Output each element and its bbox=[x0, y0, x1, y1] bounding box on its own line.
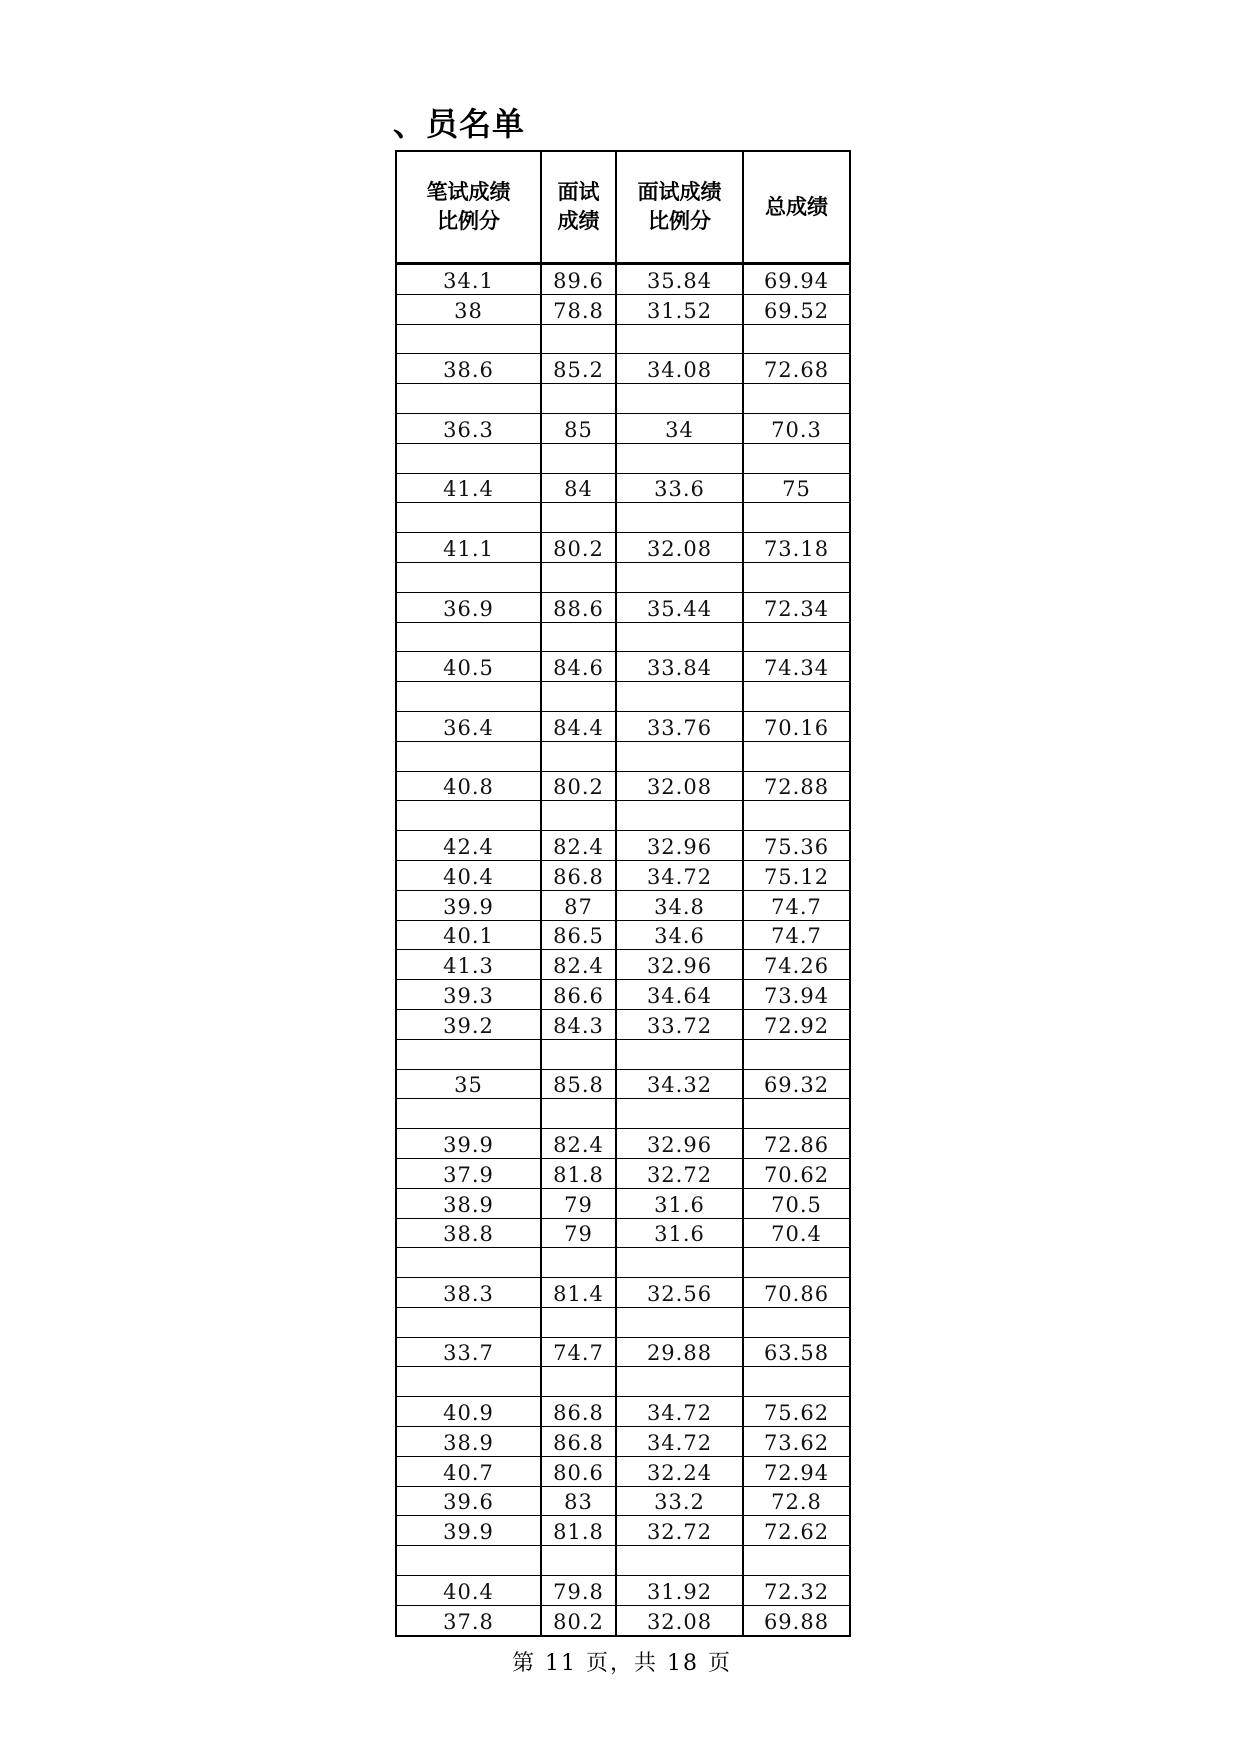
cell-written-score-ratio: 42.4 bbox=[396, 831, 541, 861]
cell-written-score-ratio bbox=[396, 741, 541, 771]
cell-interview-score-ratio: 34.8 bbox=[616, 890, 743, 920]
cell-interview-score-ratio: 34.72 bbox=[616, 1397, 743, 1427]
table-row bbox=[396, 1278, 850, 1308]
cell-interview-score-ratio: 35.44 bbox=[616, 592, 743, 622]
cell-total-score: 75.12 bbox=[743, 860, 850, 890]
cell-interview-score-ratio: 31.6 bbox=[616, 1218, 743, 1248]
table-row bbox=[396, 950, 850, 980]
cell-interview-score bbox=[541, 1367, 616, 1397]
cell-total-score bbox=[743, 384, 850, 414]
table-row bbox=[396, 1009, 850, 1039]
cell-interview-score bbox=[541, 741, 616, 771]
table-row bbox=[396, 1456, 850, 1486]
cell-total-score bbox=[743, 1546, 850, 1576]
cell-interview-score: 84.4 bbox=[541, 711, 616, 741]
cell-written-score-ratio: 40.4 bbox=[396, 1576, 541, 1606]
cell-interview-score-ratio bbox=[616, 1099, 743, 1129]
table-row bbox=[396, 1337, 850, 1367]
table-row bbox=[396, 413, 850, 443]
table-row bbox=[396, 1576, 850, 1606]
page-number-footer: 第 11 页，共 18 页 bbox=[512, 1651, 732, 1676]
cell-interview-score-ratio: 33.72 bbox=[616, 1009, 743, 1039]
cell-interview-score: 87 bbox=[541, 890, 616, 920]
cell-written-score-ratio: 40.1 bbox=[396, 920, 541, 950]
table-row bbox=[396, 652, 850, 682]
cell-total-score: 72.62 bbox=[743, 1516, 850, 1546]
cell-interview-score: 84 bbox=[541, 473, 616, 503]
cell-total-score bbox=[743, 1039, 850, 1069]
cell-interview-score-ratio: 33.84 bbox=[616, 652, 743, 682]
cell-written-score-ratio: 38.9 bbox=[396, 1188, 541, 1218]
cell-interview-score bbox=[541, 1248, 616, 1278]
cell-interview-score: 80.2 bbox=[541, 1605, 616, 1635]
cell-interview-score-ratio bbox=[616, 1367, 743, 1397]
column-header-line: 比例分 bbox=[648, 209, 711, 233]
cell-written-score-ratio: 36.3 bbox=[396, 413, 541, 443]
table-row bbox=[396, 1397, 850, 1427]
cell-interview-score-ratio: 33.2 bbox=[616, 1486, 743, 1516]
cell-total-score bbox=[743, 503, 850, 533]
cell-written-score-ratio: 41.1 bbox=[396, 533, 541, 563]
cell-interview-score: 85.2 bbox=[541, 354, 616, 384]
table-row bbox=[396, 890, 850, 920]
cell-interview-score-ratio bbox=[616, 1039, 743, 1069]
table-row bbox=[396, 1039, 850, 1069]
cell-written-score-ratio: 39.2 bbox=[396, 1009, 541, 1039]
column-header-line: 总成绩 bbox=[765, 194, 828, 219]
cell-written-score-ratio: 39.3 bbox=[396, 980, 541, 1010]
cell-interview-score-ratio: 35.84 bbox=[616, 264, 743, 295]
table-row bbox=[396, 920, 850, 950]
cell-interview-score bbox=[541, 503, 616, 533]
cell-written-score-ratio bbox=[396, 1248, 541, 1278]
column-header-interview-score bbox=[541, 151, 616, 264]
table-row bbox=[396, 741, 850, 771]
column-header-line: 比例分 bbox=[437, 209, 500, 233]
cell-interview-score-ratio: 34.32 bbox=[616, 1069, 743, 1099]
cell-written-score-ratio bbox=[396, 324, 541, 354]
cell-interview-score-ratio bbox=[616, 801, 743, 831]
table-row bbox=[396, 294, 850, 324]
cell-written-score-ratio: 40.5 bbox=[396, 652, 541, 682]
cell-written-score-ratio bbox=[396, 443, 541, 473]
cell-interview-score: 81.8 bbox=[541, 1516, 616, 1546]
table-row bbox=[396, 443, 850, 473]
cell-total-score: 69.94 bbox=[743, 264, 850, 295]
cell-total-score: 70.4 bbox=[743, 1218, 850, 1248]
cell-total-score bbox=[743, 801, 850, 831]
cell-total-score: 70.5 bbox=[743, 1188, 850, 1218]
cell-written-score-ratio bbox=[396, 801, 541, 831]
cell-interview-score-ratio: 32.08 bbox=[616, 1605, 743, 1635]
cell-total-score bbox=[743, 741, 850, 771]
cell-interview-score: 79 bbox=[541, 1188, 616, 1218]
cell-written-score-ratio bbox=[396, 1307, 541, 1337]
cell-written-score-ratio bbox=[396, 1099, 541, 1129]
cell-written-score-ratio: 38.9 bbox=[396, 1427, 541, 1457]
cell-total-score: 72.88 bbox=[743, 771, 850, 801]
cell-total-score: 63.58 bbox=[743, 1337, 850, 1367]
table-row bbox=[396, 533, 850, 563]
cell-written-score-ratio bbox=[396, 1546, 541, 1576]
cell-written-score-ratio: 39.9 bbox=[396, 1516, 541, 1546]
cell-interview-score: 81.8 bbox=[541, 1158, 616, 1188]
cell-interview-score-ratio bbox=[616, 443, 743, 473]
table-row bbox=[396, 354, 850, 384]
cell-interview-score-ratio: 34.6 bbox=[616, 920, 743, 950]
column-header-total-score bbox=[743, 151, 850, 264]
cell-interview-score: 84.6 bbox=[541, 652, 616, 682]
cell-interview-score-ratio bbox=[616, 384, 743, 414]
cell-interview-score: 86.6 bbox=[541, 980, 616, 1010]
cell-total-score: 73.94 bbox=[743, 980, 850, 1010]
cell-written-score-ratio bbox=[396, 562, 541, 592]
cell-interview-score-ratio: 34.72 bbox=[616, 860, 743, 890]
cell-total-score: 74.26 bbox=[743, 950, 850, 980]
table-row bbox=[396, 324, 850, 354]
cell-interview-score: 80.2 bbox=[541, 533, 616, 563]
table-row bbox=[396, 592, 850, 622]
cell-interview-score: 84.3 bbox=[541, 1009, 616, 1039]
cell-interview-score: 86.8 bbox=[541, 860, 616, 890]
cell-interview-score-ratio: 34.72 bbox=[616, 1427, 743, 1457]
cell-total-score bbox=[743, 324, 850, 354]
cell-written-score-ratio: 36.9 bbox=[396, 592, 541, 622]
cell-written-score-ratio: 39.9 bbox=[396, 1129, 541, 1159]
cell-total-score: 72.92 bbox=[743, 1009, 850, 1039]
table-row bbox=[396, 1188, 850, 1218]
cell-interview-score-ratio: 31.6 bbox=[616, 1188, 743, 1218]
cell-interview-score-ratio bbox=[616, 324, 743, 354]
cell-interview-score: 82.4 bbox=[541, 831, 616, 861]
cell-interview-score: 88.6 bbox=[541, 592, 616, 622]
cell-written-score-ratio: 40.9 bbox=[396, 1397, 541, 1427]
table-row bbox=[396, 622, 850, 652]
column-header-interview-score-ratio bbox=[616, 151, 743, 264]
cell-interview-score: 82.4 bbox=[541, 950, 616, 980]
cell-written-score-ratio: 37.9 bbox=[396, 1158, 541, 1188]
cell-interview-score-ratio bbox=[616, 1248, 743, 1278]
cell-interview-score bbox=[541, 1546, 616, 1576]
cell-total-score: 69.32 bbox=[743, 1069, 850, 1099]
cell-interview-score: 80.6 bbox=[541, 1456, 616, 1486]
cell-interview-score-ratio bbox=[616, 682, 743, 712]
cell-interview-score: 89.6 bbox=[541, 264, 616, 295]
cell-total-score: 72.8 bbox=[743, 1486, 850, 1516]
table-row bbox=[396, 860, 850, 890]
cell-total-score: 73.62 bbox=[743, 1427, 850, 1457]
cell-interview-score: 86.8 bbox=[541, 1427, 616, 1457]
cell-interview-score bbox=[541, 443, 616, 473]
table-row bbox=[396, 1427, 850, 1457]
cell-interview-score-ratio: 32.72 bbox=[616, 1516, 743, 1546]
cell-total-score: 70.3 bbox=[743, 413, 850, 443]
cell-total-score: 75.36 bbox=[743, 831, 850, 861]
cell-written-score-ratio: 40.8 bbox=[396, 771, 541, 801]
table-row bbox=[396, 562, 850, 592]
table-body bbox=[396, 264, 850, 1636]
cell-written-score-ratio bbox=[396, 503, 541, 533]
cell-interview-score: 86.5 bbox=[541, 920, 616, 950]
cell-interview-score: 81.4 bbox=[541, 1278, 616, 1308]
cell-total-score: 70.62 bbox=[743, 1158, 850, 1188]
cell-total-score: 70.16 bbox=[743, 711, 850, 741]
cell-written-score-ratio bbox=[396, 384, 541, 414]
cell-total-score: 72.94 bbox=[743, 1456, 850, 1486]
cell-total-score bbox=[743, 562, 850, 592]
cell-written-score-ratio: 39.9 bbox=[396, 890, 541, 920]
score-table bbox=[395, 150, 851, 1637]
page-title: 、员名单 bbox=[393, 105, 526, 143]
cell-written-score-ratio: 38.3 bbox=[396, 1278, 541, 1308]
cell-interview-score-ratio: 33.6 bbox=[616, 473, 743, 503]
table-row bbox=[396, 1486, 850, 1516]
cell-interview-score bbox=[541, 622, 616, 652]
cell-interview-score: 78.8 bbox=[541, 294, 616, 324]
column-header-line: 成绩 bbox=[557, 209, 600, 233]
cell-written-score-ratio: 38 bbox=[396, 294, 541, 324]
cell-total-score: 74.34 bbox=[743, 652, 850, 682]
cell-interview-score-ratio: 33.76 bbox=[616, 711, 743, 741]
cell-interview-score bbox=[541, 1099, 616, 1129]
cell-total-score bbox=[743, 1099, 850, 1129]
cell-written-score-ratio bbox=[396, 682, 541, 712]
cell-written-score-ratio bbox=[396, 622, 541, 652]
column-header-written-score-ratio bbox=[396, 151, 541, 264]
table-row bbox=[396, 1158, 850, 1188]
cell-interview-score-ratio bbox=[616, 562, 743, 592]
cell-interview-score-ratio: 34 bbox=[616, 413, 743, 443]
cell-written-score-ratio: 34.1 bbox=[396, 264, 541, 295]
cell-total-score: 70.86 bbox=[743, 1278, 850, 1308]
cell-total-score: 74.7 bbox=[743, 890, 850, 920]
cell-total-score bbox=[743, 443, 850, 473]
cell-total-score: 74.7 bbox=[743, 920, 850, 950]
cell-total-score bbox=[743, 1307, 850, 1337]
cell-total-score: 72.68 bbox=[743, 354, 850, 384]
cell-written-score-ratio: 35 bbox=[396, 1069, 541, 1099]
cell-total-score bbox=[743, 622, 850, 652]
cell-written-score-ratio: 40.4 bbox=[396, 860, 541, 890]
table-row bbox=[396, 831, 850, 861]
cell-written-score-ratio: 38.8 bbox=[396, 1218, 541, 1248]
cell-interview-score-ratio: 32.96 bbox=[616, 831, 743, 861]
cell-written-score-ratio: 39.6 bbox=[396, 1486, 541, 1516]
cell-interview-score: 82.4 bbox=[541, 1129, 616, 1159]
header-row bbox=[396, 151, 850, 264]
table-row bbox=[396, 1069, 850, 1099]
cell-interview-score: 79 bbox=[541, 1218, 616, 1248]
cell-total-score: 72.32 bbox=[743, 1576, 850, 1606]
cell-interview-score bbox=[541, 562, 616, 592]
cell-total-score: 73.18 bbox=[743, 533, 850, 563]
cell-written-score-ratio: 36.4 bbox=[396, 711, 541, 741]
cell-total-score bbox=[743, 1248, 850, 1278]
cell-written-score-ratio: 38.6 bbox=[396, 354, 541, 384]
cell-total-score: 75 bbox=[743, 473, 850, 503]
cell-interview-score: 85 bbox=[541, 413, 616, 443]
table-row bbox=[396, 980, 850, 1010]
cell-interview-score-ratio bbox=[616, 741, 743, 771]
cell-interview-score-ratio: 31.92 bbox=[616, 1576, 743, 1606]
cell-interview-score-ratio: 32.08 bbox=[616, 533, 743, 563]
cell-interview-score-ratio: 34.64 bbox=[616, 980, 743, 1010]
table-row bbox=[396, 1605, 850, 1635]
cell-interview-score-ratio: 29.88 bbox=[616, 1337, 743, 1367]
table-row bbox=[396, 1367, 850, 1397]
table-row bbox=[396, 1516, 850, 1546]
cell-total-score bbox=[743, 1367, 850, 1397]
cell-interview-score-ratio: 32.08 bbox=[616, 771, 743, 801]
table-row bbox=[396, 1099, 850, 1129]
cell-total-score: 72.86 bbox=[743, 1129, 850, 1159]
cell-interview-score bbox=[541, 324, 616, 354]
cell-total-score: 69.88 bbox=[743, 1605, 850, 1635]
table-row bbox=[396, 1129, 850, 1159]
table-row bbox=[396, 682, 850, 712]
table-row bbox=[396, 1218, 850, 1248]
cell-interview-score: 74.7 bbox=[541, 1337, 616, 1367]
column-header-line: 面试 bbox=[557, 180, 600, 204]
cell-interview-score-ratio: 32.72 bbox=[616, 1158, 743, 1188]
cell-interview-score-ratio bbox=[616, 622, 743, 652]
cell-interview-score bbox=[541, 801, 616, 831]
table-row bbox=[396, 711, 850, 741]
cell-interview-score-ratio: 32.56 bbox=[616, 1278, 743, 1308]
cell-interview-score-ratio: 34.08 bbox=[616, 354, 743, 384]
cell-interview-score: 83 bbox=[541, 1486, 616, 1516]
table-row bbox=[396, 503, 850, 533]
table-row bbox=[396, 1546, 850, 1576]
cell-written-score-ratio: 33.7 bbox=[396, 1337, 541, 1367]
cell-total-score bbox=[743, 682, 850, 712]
table-header bbox=[396, 151, 850, 264]
cell-written-score-ratio: 40.7 bbox=[396, 1456, 541, 1486]
cell-total-score: 69.52 bbox=[743, 294, 850, 324]
cell-interview-score-ratio: 32.96 bbox=[616, 950, 743, 980]
column-header-line: 面试成绩 bbox=[637, 180, 722, 204]
table-row bbox=[396, 473, 850, 503]
cell-interview-score bbox=[541, 1039, 616, 1069]
cell-written-score-ratio bbox=[396, 1039, 541, 1069]
cell-interview-score-ratio: 32.96 bbox=[616, 1129, 743, 1159]
table-row bbox=[396, 264, 850, 295]
cell-interview-score bbox=[541, 682, 616, 712]
cell-written-score-ratio: 41.4 bbox=[396, 473, 541, 503]
cell-interview-score: 80.2 bbox=[541, 771, 616, 801]
cell-interview-score-ratio bbox=[616, 503, 743, 533]
table-row bbox=[396, 384, 850, 414]
cell-written-score-ratio: 37.8 bbox=[396, 1605, 541, 1635]
cell-interview-score-ratio: 32.24 bbox=[616, 1456, 743, 1486]
cell-interview-score-ratio bbox=[616, 1307, 743, 1337]
cell-interview-score bbox=[541, 384, 616, 414]
cell-interview-score: 79.8 bbox=[541, 1576, 616, 1606]
cell-interview-score-ratio bbox=[616, 1546, 743, 1576]
cell-interview-score bbox=[541, 1307, 616, 1337]
cell-total-score: 72.34 bbox=[743, 592, 850, 622]
cell-interview-score: 85.8 bbox=[541, 1069, 616, 1099]
table-row bbox=[396, 801, 850, 831]
table-row bbox=[396, 771, 850, 801]
cell-written-score-ratio bbox=[396, 1367, 541, 1397]
cell-written-score-ratio: 41.3 bbox=[396, 950, 541, 980]
table-row bbox=[396, 1248, 850, 1278]
cell-interview-score: 86.8 bbox=[541, 1397, 616, 1427]
column-header-line: 笔试成绩 bbox=[426, 180, 511, 204]
table-row bbox=[396, 1307, 850, 1337]
cell-total-score: 75.62 bbox=[743, 1397, 850, 1427]
cell-interview-score-ratio: 31.52 bbox=[616, 294, 743, 324]
